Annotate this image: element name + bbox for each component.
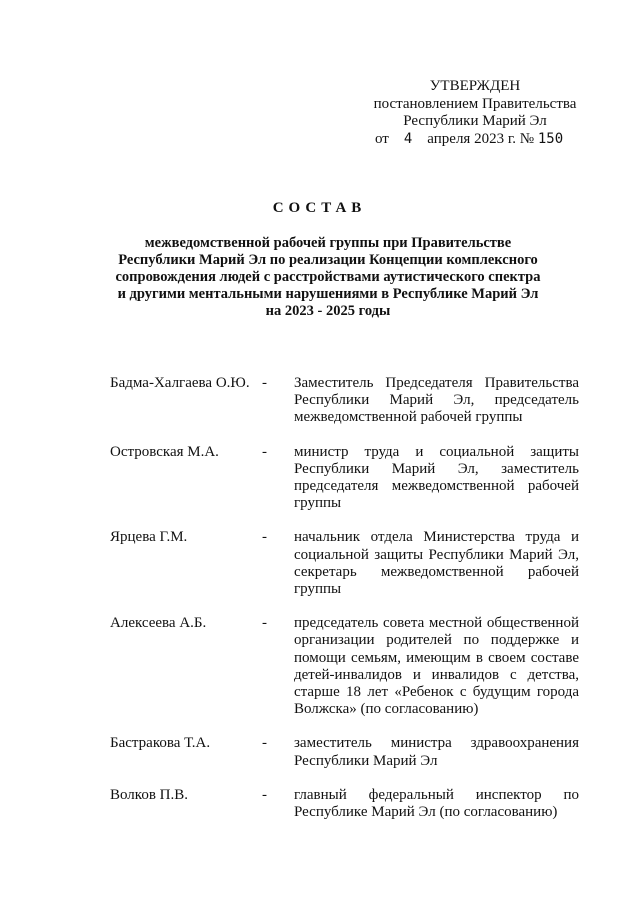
member-dash: -	[262, 375, 267, 391]
member-name: Бастракова Т.А.	[110, 735, 211, 752]
member-dash: -	[262, 529, 267, 546]
approval-block	[360, 78, 590, 148]
member-dash: -	[262, 735, 267, 752]
member-row	[110, 787, 580, 821]
document-heading: СОСТАВ	[272, 200, 367, 216]
date-prefix: от	[375, 130, 389, 147]
member-name: Волков П.В.	[110, 786, 188, 803]
members-list	[110, 375, 580, 838]
member-row	[110, 735, 580, 769]
member-dash: -	[262, 615, 267, 632]
member-row	[110, 444, 580, 513]
approval-line-2: Республики Марий Эл	[403, 113, 547, 129]
approval-line-1: постановлением Правительства	[373, 95, 577, 112]
date-day: 4	[403, 130, 413, 147]
member-row	[110, 615, 580, 718]
member-role: Заместитель Председателя Правительства Республики Марий Эл, председатель межведомственной рабочей группы	[294, 375, 579, 426]
member-dash: -	[262, 443, 267, 460]
member-name: Ярцева Г.М.	[110, 529, 188, 546]
member-role: начальник отдела Министерства труда и социальной защиты Республики Марий Эл, секретарь межведомственной рабочей группы	[294, 529, 579, 598]
member-row	[110, 529, 580, 598]
member-dash: -	[262, 786, 267, 803]
document-subtitle: межведомственной рабочей группы при Правительстве Республики Марий Эл по реализации Концепции комплексного сопровождения людей с расстройствами аутистического спектра и другими ментальными нарушениями в Республике Марий Эл на 2023 - 2025 годы	[115, 235, 541, 319]
approval-title: УТВЕРЖДЕН	[429, 78, 521, 94]
member-name: Бадма-Халгаева О.Ю.	[110, 375, 250, 391]
date-text: апреля 2023 г. №	[427, 130, 535, 147]
member-role: главный федеральный инспектор по Республике Марий Эл (по согласованию)	[294, 786, 579, 821]
member-role: министр труда и социальной защиты Республики Марий Эл, заместитель председателя межведомственной рабочей группы	[294, 443, 579, 512]
member-role: заместитель министра здравоохранения Республики Марий Эл	[294, 735, 579, 769]
member-role: председатель совета местной общественной организации родителей по поддержке и помощи семьям, имеющим в своем составе детей-инвалидов и инвалидов с детства, старше 18 лет «Ребенок с будущим города Волжска» (по согласованию)	[294, 615, 579, 718]
approval-date-line	[360, 131, 590, 149]
member-name: Алексеева А.Б.	[110, 615, 207, 632]
member-name: Островская М.А.	[110, 443, 219, 460]
decree-number: 150	[537, 130, 564, 147]
member-row	[110, 375, 580, 427]
